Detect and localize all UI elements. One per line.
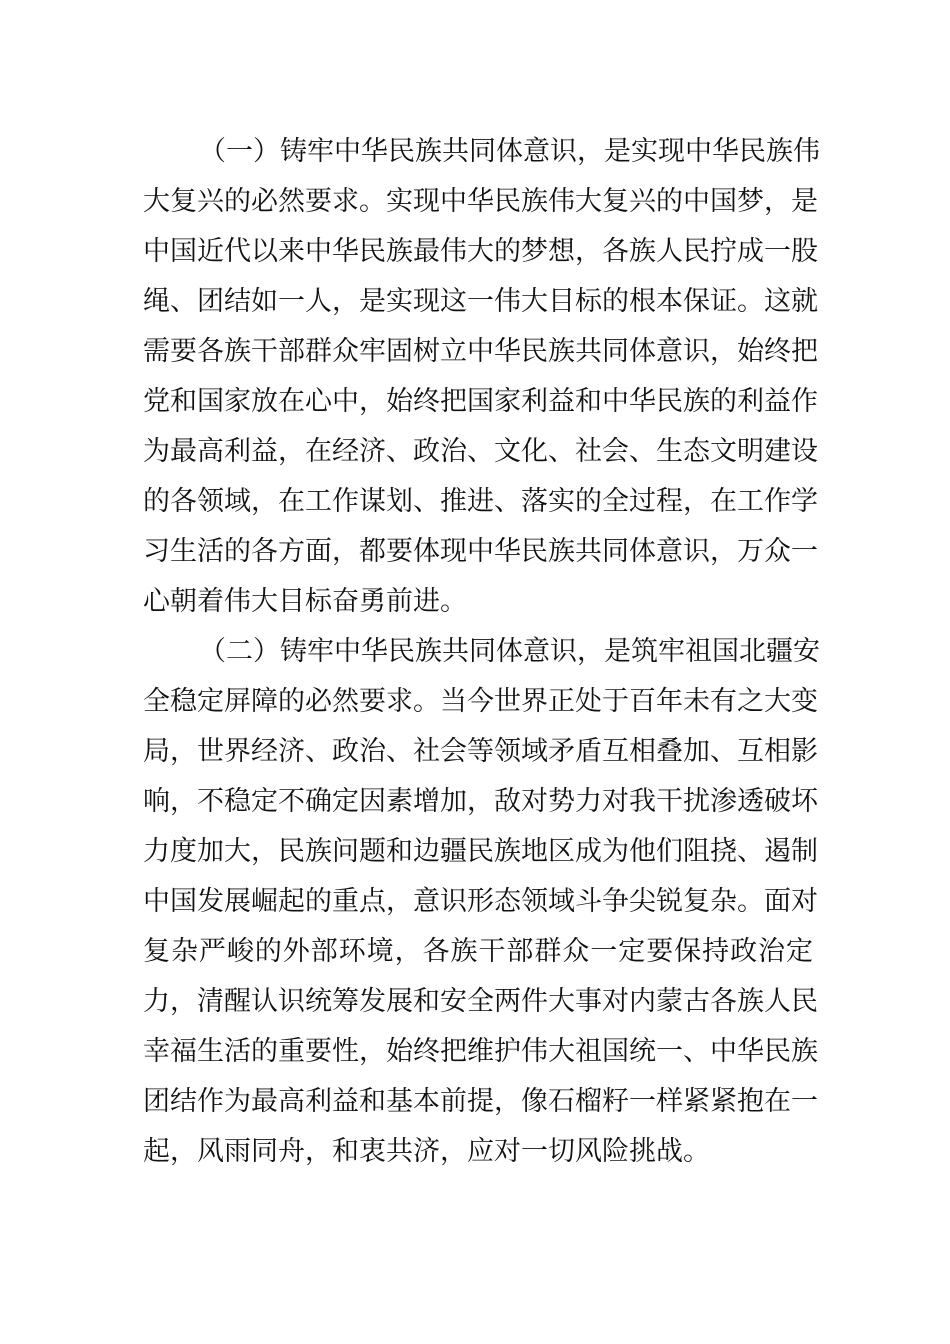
paragraph-line: 的各领域，在工作谋划、推进、落实的全过程，在工作学 — [143, 486, 818, 517]
paragraph-line: 起，风雨同舟，和衷共济，应对一切风险挑战。 — [143, 1136, 710, 1167]
paragraph-line: 中国发展崛起的重点，意识形态领域斗争尖锐复杂。面对 — [143, 886, 818, 917]
paragraph-line: 复杂严峻的外部环境，各族干部群众一定要保持政治定 — [143, 936, 813, 967]
paragraph-line: 为最高利益，在经济、政治、文化、社会、生态文明建设 — [143, 436, 818, 467]
paragraph-line: （二）铸牢中华民族共同体意识，是筑牢祖国北疆安 — [199, 636, 820, 667]
paragraph-line: 需要各族干部群众牢固树立中华民族共同体意识，始终把 — [143, 336, 818, 367]
paragraph-line: 全稳定屏障的必然要求。当今世界正处于百年未有之大变 — [143, 686, 818, 717]
paragraph-line: 党和国家放在心中，始终把国家利益和中华民族的利益作 — [143, 386, 818, 417]
paragraph-line: 局，世界经济、政治、社会等领域矛盾互相叠加、互相影 — [143, 736, 818, 767]
paragraph-line: 响，不稳定不确定因素增加，敌对势力对我干扰渗透破坏 — [143, 786, 818, 817]
paragraph-line: 中国近代以来中华民族最伟大的梦想，各族人民拧成一股 — [143, 236, 818, 267]
paragraph-line: 习生活的各方面，都要体现中华民族共同体意识，万众一 — [143, 536, 818, 567]
paragraph-line: （一）铸牢中华民族共同体意识，是实现中华民族伟 — [199, 136, 820, 167]
paragraph-line: 大复兴的必然要求。实现中华民族伟大复兴的中国梦，是 — [143, 186, 818, 217]
paragraph-2 — [143, 627, 820, 1177]
paragraph-line: 力，清醒认识统筹发展和安全两件大事对内蒙古各族人民 — [143, 986, 818, 1017]
paragraph-line: 力度加大，民族问题和边疆民族地区成为他们阻挠、遏制 — [143, 836, 818, 867]
paragraph-1 — [143, 127, 820, 627]
paragraph-line: 团结作为最高利益和基本前提，像石榴籽一样紧紧抱在一 — [143, 1086, 818, 1117]
paragraph-line: 绳、团结如一人，是实现这一伟大目标的根本保证。这就 — [143, 286, 818, 317]
paragraph-line: 幸福生活的重要性，始终把维护伟大祖国统一、中华民族 — [143, 1036, 818, 1067]
paragraph-line: 心朝着伟大目标奋勇前进。 — [143, 586, 467, 617]
document-body — [143, 127, 820, 1177]
